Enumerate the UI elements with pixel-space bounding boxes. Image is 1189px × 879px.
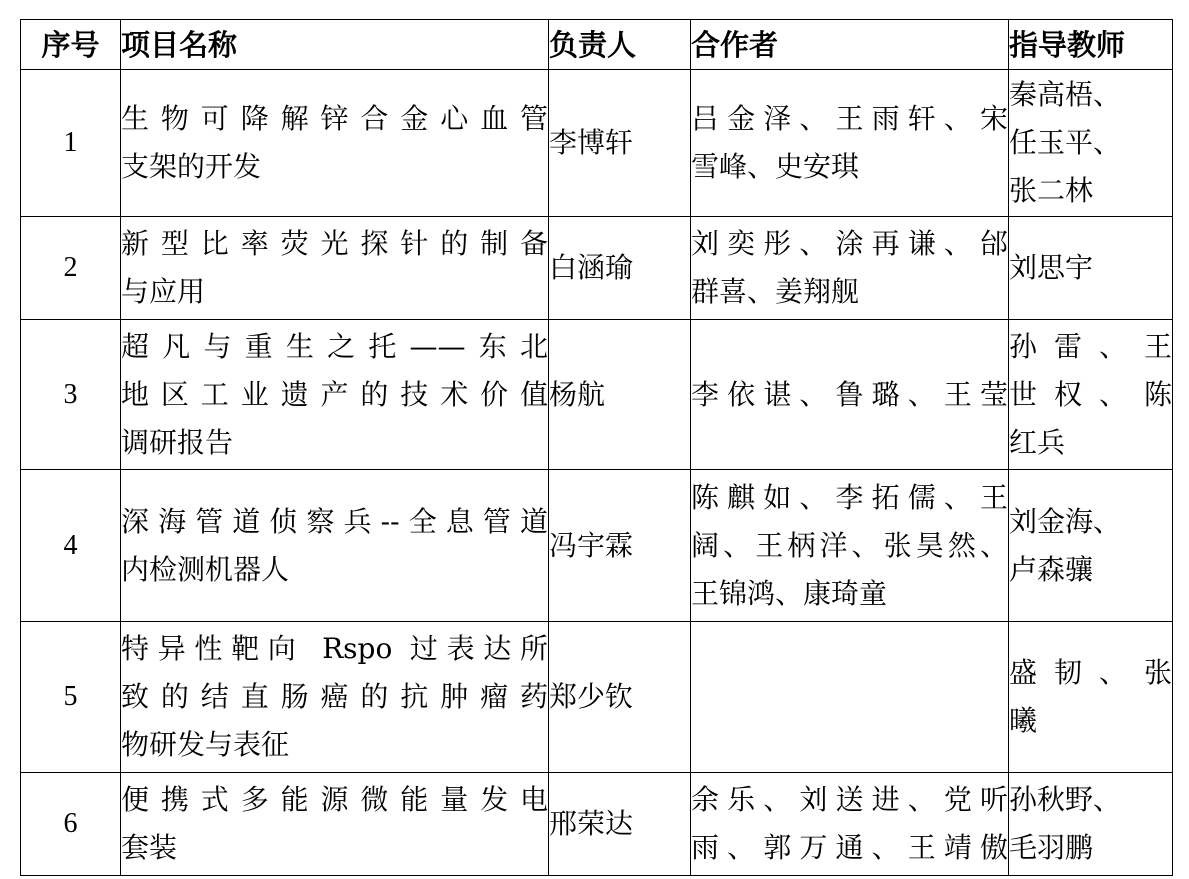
cell-leader: [549, 217, 691, 320]
cell-partners-empty: [691, 622, 1009, 773]
cell-project-name: [121, 320, 549, 470]
header-advisor: 指导教师: [1009, 20, 1173, 70]
project-table: [20, 19, 1173, 876]
cell-advisor: [1009, 70, 1173, 217]
row-number: 4: [63, 529, 78, 561]
cell-leader: [549, 622, 691, 773]
cell-leader: [549, 470, 691, 622]
partners-line: 刘奕彤、涂再谦、邰: [691, 227, 1008, 260]
advisor-line: 刘思宇: [1009, 251, 1094, 284]
cell-project-name: [121, 70, 549, 217]
table-row: [21, 320, 1173, 470]
project-name-line: 地区工业遗产的技术价值: [121, 377, 548, 411]
advisor-line: 孙秋野、: [1009, 783, 1122, 816]
table-row: [21, 622, 1173, 773]
advisor-line: 刘金海、: [1009, 504, 1122, 538]
row-number: 2: [63, 252, 78, 283]
row-number: 5: [63, 681, 78, 712]
project-name-line: 新型比率荧光探针的制备: [121, 227, 548, 260]
partners-line: 李依谌、鲁璐、王莹: [691, 377, 1008, 411]
partners-line: 雪峰、史安琪: [691, 150, 860, 183]
project-name-line: 超凡与重生之托——东北: [121, 329, 548, 363]
table-row: [21, 217, 1173, 320]
leader-name: 白涵瑜: [549, 251, 634, 284]
advisor-line: 卢森骧: [1009, 552, 1094, 586]
partners-line: 吕金泽、王雨轩、宋: [691, 102, 1008, 135]
advisor-line: 张二林: [1009, 174, 1094, 207]
cell-partners: [691, 70, 1009, 217]
cell-leader: [549, 320, 691, 470]
project-name-line: 调研报告: [121, 425, 234, 459]
partners-line: 陈麒如、李拓儒、王: [691, 480, 1008, 514]
row-number: 6: [63, 808, 78, 839]
cell-project-name: [121, 622, 549, 773]
cell-no: [21, 470, 121, 622]
leader-name: 郑少钦: [549, 680, 634, 713]
partners-line: 王锦鸿、康琦童: [691, 576, 888, 610]
cell-advisor: [1009, 320, 1173, 470]
leader-name: 邢荣达: [549, 807, 634, 840]
cell-no: [21, 217, 121, 320]
cell-leader: [549, 70, 691, 217]
project-name-line: 特异性靶向 Rspo 过表达所: [121, 632, 548, 665]
cell-project-name: [121, 470, 549, 622]
cell-no: [21, 773, 121, 876]
cell-no: [21, 320, 121, 470]
project-name-line: 物研发与表征: [121, 728, 290, 761]
partners-line: 阔、王柄洋、张昊然、: [691, 528, 1008, 562]
table-row: [21, 470, 1173, 622]
cell-partners: [691, 470, 1009, 622]
advisor-line: 任玉平、: [1009, 126, 1122, 159]
header-project-name: 项目名称: [121, 20, 549, 70]
cell-advisor: [1009, 470, 1173, 622]
project-name-line: 深海管道侦察兵--全息管道: [121, 504, 548, 538]
leader-name: 李博轩: [549, 126, 634, 159]
partners-line: 余乐、刘送进、党听: [691, 783, 1008, 816]
advisor-line: 世权、陈: [1009, 377, 1172, 411]
project-name-line: 便携式多能源微能量发电: [121, 783, 548, 816]
advisor-line: 秦高梧、: [1009, 78, 1122, 111]
table-header-row: [21, 20, 1173, 70]
project-name-line: 与应用: [121, 275, 206, 308]
cell-advisor: [1009, 773, 1173, 876]
row-number: 3: [63, 378, 78, 410]
cell-project-name: [121, 217, 549, 320]
project-name-line: 致的结直肠癌的抗肿瘤药: [121, 680, 548, 713]
advisor-line: 曦: [1009, 704, 1038, 737]
project-name-line: 内检测机器人: [121, 552, 290, 586]
advisor-line: 毛羽鹏: [1009, 831, 1094, 864]
leader-name: 杨航: [549, 377, 606, 411]
cell-no: [21, 70, 121, 217]
leader-name: 冯宇霖: [549, 528, 634, 562]
header-partners: 合作者: [691, 20, 1009, 70]
project-name-line: 套装: [121, 831, 178, 864]
partners-line: 雨、郭万通、王靖傲: [691, 831, 1008, 864]
project-name-line: 支架的开发: [121, 150, 262, 183]
cell-partners: [691, 320, 1009, 470]
cell-partners: [691, 217, 1009, 320]
cell-project-name: [121, 773, 549, 876]
project-name-line: 生物可降解锌合金心血管: [121, 102, 548, 135]
cell-advisor: [1009, 622, 1173, 773]
cell-leader: [549, 773, 691, 876]
table-row: [21, 773, 1173, 876]
advisor-line: 孙雷、王: [1009, 329, 1172, 363]
cell-advisor: [1009, 217, 1173, 320]
advisor-line: 盛韧、张: [1009, 656, 1172, 689]
header-no: 序号: [21, 20, 121, 70]
header-leader: 负责人: [549, 20, 691, 70]
row-number: 1: [63, 127, 78, 158]
cell-no: [21, 622, 121, 773]
table-row: [21, 70, 1173, 217]
cell-partners: [691, 773, 1009, 876]
advisor-line: 红兵: [1009, 425, 1066, 459]
partners-line: 群喜、姜翔舰: [691, 275, 860, 308]
